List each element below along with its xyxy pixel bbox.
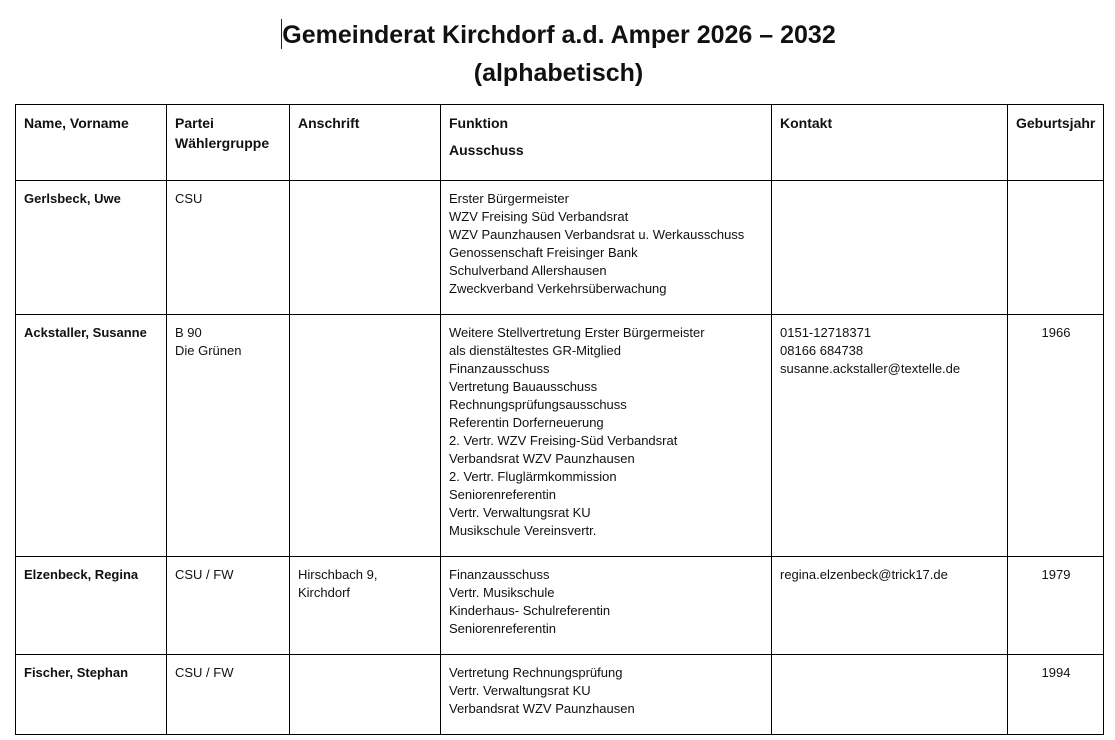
cell-funktion xyxy=(441,655,772,735)
partei-line: CSU / FW xyxy=(175,567,234,582)
anschrift-line: Kirchdorf xyxy=(298,585,351,600)
funktion-line: Rechnungsprüfungsausschuss xyxy=(449,397,627,412)
funktion-line: Schulverband Allershausen xyxy=(449,263,607,278)
funktion-line: Finanzausschuss xyxy=(449,361,550,376)
cell-anschrift xyxy=(290,557,441,655)
cell-geburtsjahr xyxy=(1008,181,1104,315)
council-table xyxy=(15,104,1104,735)
table-row xyxy=(16,181,1104,315)
funktion-line: Seniorenreferentin xyxy=(449,621,556,636)
cell-kontakt xyxy=(772,655,1008,735)
funktion-line: 2. Vertr. WZV Freising-Süd Verbandsrat xyxy=(449,433,678,448)
funktion-line: Vertr. Verwaltungsrat KU xyxy=(449,683,591,698)
table-body xyxy=(16,181,1104,735)
funktion-line: Vertr. Musikschule xyxy=(449,585,555,600)
header-partei-line1: Partei xyxy=(175,115,214,131)
funktion-line: Seniorenreferentin xyxy=(449,487,556,502)
anschrift-line: Hirschbach 9, xyxy=(298,567,378,582)
header-ausschuss-label: Ausschuss xyxy=(449,142,524,158)
header-name: Name, Vorname xyxy=(16,105,167,181)
header-partei xyxy=(167,105,290,181)
header-kontakt: Kontakt xyxy=(772,105,1008,181)
funktion-line: Genossenschaft Freisinger Bank xyxy=(449,245,638,260)
cell-funktion xyxy=(441,315,772,557)
kontakt-line: 0151-12718371 xyxy=(780,325,872,340)
cell-funktion xyxy=(441,557,772,655)
table-header-row xyxy=(16,105,1104,181)
funktion-line: Referentin Dorferneuerung xyxy=(449,415,604,430)
title-line-2: (alphabetisch) xyxy=(473,59,644,87)
cell-partei xyxy=(167,557,290,655)
funktion-line: Finanzausschuss xyxy=(449,567,550,582)
cell-partei xyxy=(167,181,290,315)
cell-anschrift xyxy=(290,181,441,315)
funktion-line: Weitere Stellvertretung Erster Bürgermeister xyxy=(449,325,705,340)
cell-anschrift xyxy=(290,315,441,557)
funktion-line: Vertretung Bauausschuss xyxy=(449,379,598,394)
funktion-line: Verbandsrat WZV Paunzhausen xyxy=(449,451,635,466)
header-funktion xyxy=(441,105,772,181)
funktion-line: WZV Freising Süd Verbandsrat xyxy=(449,209,629,224)
partei-line: CSU xyxy=(175,191,203,206)
cell-kontakt xyxy=(772,181,1008,315)
cell-name: Ackstaller, Susanne xyxy=(16,315,167,557)
funktion-line: Verbandsrat WZV Paunzhausen xyxy=(449,701,635,716)
table-row xyxy=(16,315,1104,557)
kontakt-line: susanne.ackstaller@textelle.de xyxy=(780,361,961,376)
header-geburtsjahr: Geburtsjahr xyxy=(1008,105,1104,181)
partei-line: Die Grünen xyxy=(175,343,242,358)
funktion-line: 2. Vertr. Fluglärmkommission xyxy=(449,469,617,484)
cell-partei xyxy=(167,655,290,735)
cell-partei xyxy=(167,315,290,557)
funktion-line: Vertr. Verwaltungsrat KU xyxy=(449,505,591,520)
cell-name: Elzenbeck, Regina xyxy=(16,557,167,655)
funktion-line: Kinderhaus- Schulreferentin xyxy=(449,603,611,618)
funktion-line: Musikschule Vereinsvertr. xyxy=(449,523,597,538)
header-partei-line2: Wählergruppe xyxy=(175,135,270,151)
cell-geburtsjahr: 1979 xyxy=(1008,557,1104,655)
kontakt-line: regina.elzenbeck@trick17.de xyxy=(780,567,948,582)
funktion-line: Zweckverband Verkehrsüberwachung xyxy=(449,281,667,296)
partei-line: B 90 xyxy=(175,325,202,340)
title-line-1[interactable] xyxy=(0,16,1115,54)
cell-kontakt xyxy=(772,557,1008,655)
cell-funktion xyxy=(441,181,772,315)
funktion-line: WZV Paunzhausen Verbandsrat u. Werkausschuss xyxy=(449,227,745,242)
cell-kontakt xyxy=(772,315,1008,557)
title-text-1: Gemeinderat Kirchdorf a.d. Amper 2026 – 2032 xyxy=(282,21,836,49)
funktion-line: Vertretung Rechnungsprüfung xyxy=(449,665,623,680)
table-row xyxy=(16,557,1104,655)
cell-geburtsjahr: 1994 xyxy=(1008,655,1104,735)
funktion-line: Erster Bürgermeister xyxy=(449,191,569,206)
cell-geburtsjahr: 1966 xyxy=(1008,315,1104,557)
table-row xyxy=(16,655,1104,735)
partei-line: CSU / FW xyxy=(175,665,234,680)
header-funktion-label: Funktion xyxy=(449,115,509,131)
funktion-line: als dienstältestes GR-Mitglied xyxy=(449,343,621,358)
cell-name: Fischer, Stephan xyxy=(16,655,167,735)
cell-name: Gerlsbeck, Uwe xyxy=(16,181,167,315)
document-title xyxy=(0,16,1115,92)
header-anschrift: Anschrift xyxy=(290,105,441,181)
cell-anschrift xyxy=(290,655,441,735)
kontakt-line: 08166 684738 xyxy=(780,343,864,358)
